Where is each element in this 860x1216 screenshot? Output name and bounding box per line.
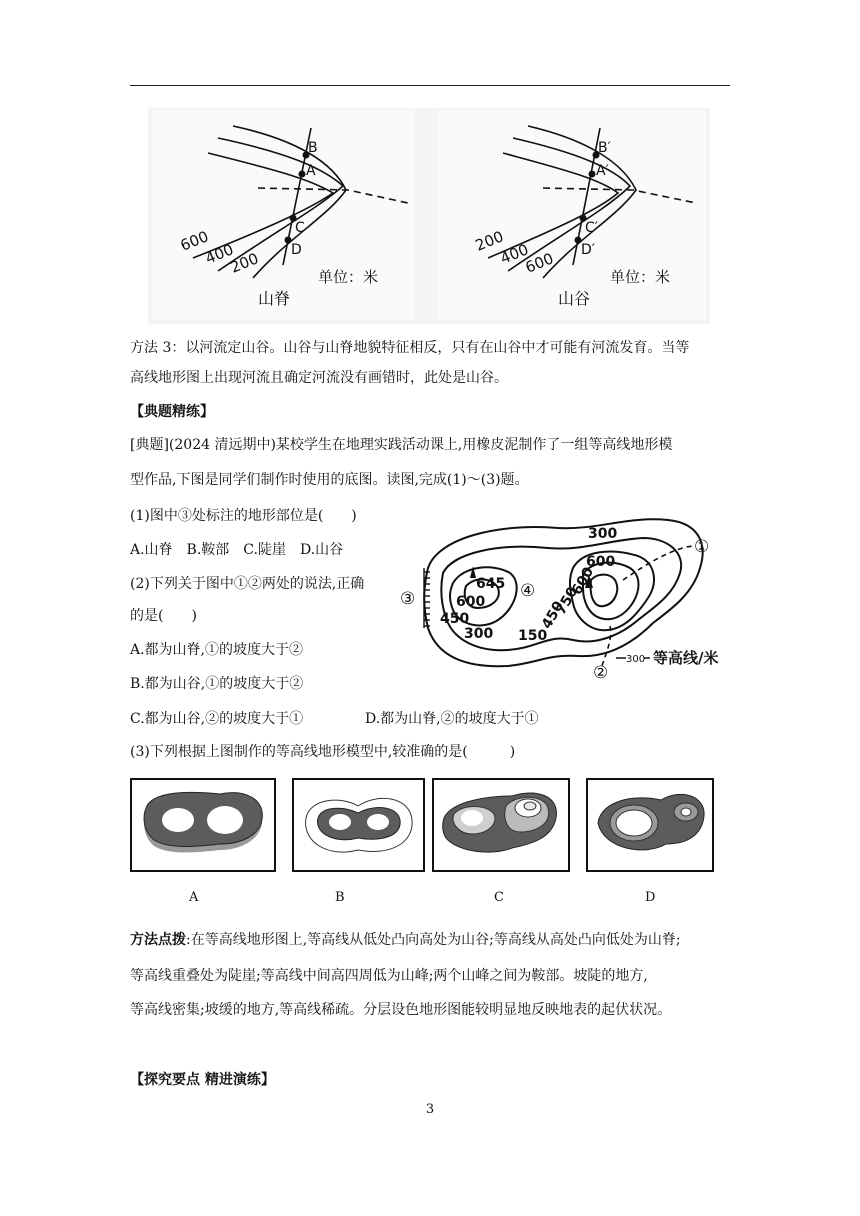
page-number: 3 xyxy=(425,1102,435,1117)
model-label-b: B xyxy=(335,890,345,905)
contour-label-600-inner: 600 xyxy=(568,564,598,598)
q2-stem-line2: 的是( ) xyxy=(130,608,197,624)
tips-line1 xyxy=(130,930,681,950)
q3-stem: (3)下列根据上图制作的等高线地形模型中,较准确的是( ) xyxy=(130,744,516,760)
tips-line3: 等高线密集;坡缓的地方,等高线稀疏。分层设色地形图能较明显地反映地表的起伏状况。 xyxy=(130,1002,672,1018)
header-rule xyxy=(130,85,730,86)
contour-label-645: 645 xyxy=(476,576,506,592)
valley-contour-600: 600 xyxy=(522,249,557,277)
ridge-contour-400: 400 xyxy=(202,240,237,268)
valley-contour-400: 400 xyxy=(497,240,532,268)
contour-label-600-left: 600 xyxy=(456,594,486,610)
ridge-label-d: D xyxy=(291,242,302,258)
question-line2: 型作品,下图是同学们制作时使用的底图。读图,完成(1)～(3)题。 xyxy=(130,472,529,488)
ridge-unit: 单位：米 xyxy=(318,268,379,286)
model-option-d xyxy=(586,778,714,872)
valley-label-a: A′ xyxy=(596,163,609,179)
section-explore-heading: 【探究要点 精进演练】 xyxy=(130,1072,275,1088)
q1-options: A.山脊 B.鞍部 C.陡崖 D.山谷 xyxy=(130,542,344,558)
tips-label: 方法点拨 xyxy=(130,932,186,948)
marker-2: ② xyxy=(593,663,609,683)
section-practice-heading: 【典题精练】 xyxy=(130,404,214,420)
contour-map xyxy=(398,508,740,686)
contour-label-750: 750 xyxy=(552,584,582,618)
marker-1: ① xyxy=(694,537,710,557)
q1-stem: (1)图中③处标注的地形部位是( ) xyxy=(130,508,357,524)
model-option-a xyxy=(130,778,276,872)
valley-caption: 山谷 xyxy=(558,289,591,308)
q2-option-a: A.都为山脊,①的坡度大于② xyxy=(130,642,304,658)
valley-contour-200: 200 xyxy=(472,227,507,255)
q2-option-c: C.都为山谷,②的坡度大于① xyxy=(130,711,304,727)
valley-unit: 单位：米 xyxy=(610,268,671,286)
contour-label-450-left: 450 xyxy=(440,611,470,627)
method3-line2: 高线地形图上出现河流且确定河流没有画错时，此处是山谷。 xyxy=(130,370,508,386)
ridge-label-c: C xyxy=(295,220,305,236)
valley-label-c: C′ xyxy=(585,220,598,236)
ridge-contour-200: 200 xyxy=(227,249,262,277)
contour-label-450-right: 450 xyxy=(538,598,568,632)
valley-label-d: D′ xyxy=(581,242,595,258)
model-label-d: D xyxy=(645,890,656,905)
contour-label-300-left: 300 xyxy=(464,626,494,642)
contour-label-150: 150 xyxy=(518,628,548,644)
tips-line2: 等高线重叠处为陡崖;等高线中间高四周低为山峰;两个山峰之间为鞍部。坡陡的地方, xyxy=(130,968,648,984)
ridge-label-a: A xyxy=(306,163,316,179)
q2-option-b: B.都为山谷,①的坡度大于② xyxy=(130,676,304,692)
method3-line1: 方法 3：以河流定山谷。山谷与山脊地貌特征相反，只有在山谷中才可能有河流发育。当等 xyxy=(130,340,690,356)
legend-value: 300 xyxy=(626,654,646,665)
ridge-valley-figure xyxy=(148,108,710,324)
q2-option-d: D.都为山脊,②的坡度大于① xyxy=(365,711,539,727)
ridge-label-b: B xyxy=(308,140,318,156)
model-option-b xyxy=(292,778,425,872)
question-line1: [典题](2024 清远期中)某校学生在地理实践活动课上,用橡皮泥制作了一组等高线地形模 xyxy=(130,437,673,453)
legend-label: 等高线/米 xyxy=(653,649,719,667)
ridge-contour-600: 600 xyxy=(177,227,212,255)
model-option-c xyxy=(432,778,570,872)
marker-3: ③ xyxy=(400,589,416,609)
tips-line1-text: :在等高线地形图上,等高线从低处凸向高处为山谷;等高线从高处凸向低处为山脊; xyxy=(186,932,681,948)
ridge-caption: 山脊 xyxy=(258,289,291,308)
contour-label-600-right: 600 xyxy=(586,554,616,570)
valley-label-b: B′ xyxy=(598,140,611,156)
contour-label-300-top: 300 xyxy=(588,526,618,542)
model-label-a: A xyxy=(189,890,199,905)
q2-stem-line1: (2)下列关于图中①②两处的说法,正确 xyxy=(130,576,365,592)
marker-4: ④ xyxy=(520,581,536,601)
model-label-c: C xyxy=(494,890,504,905)
